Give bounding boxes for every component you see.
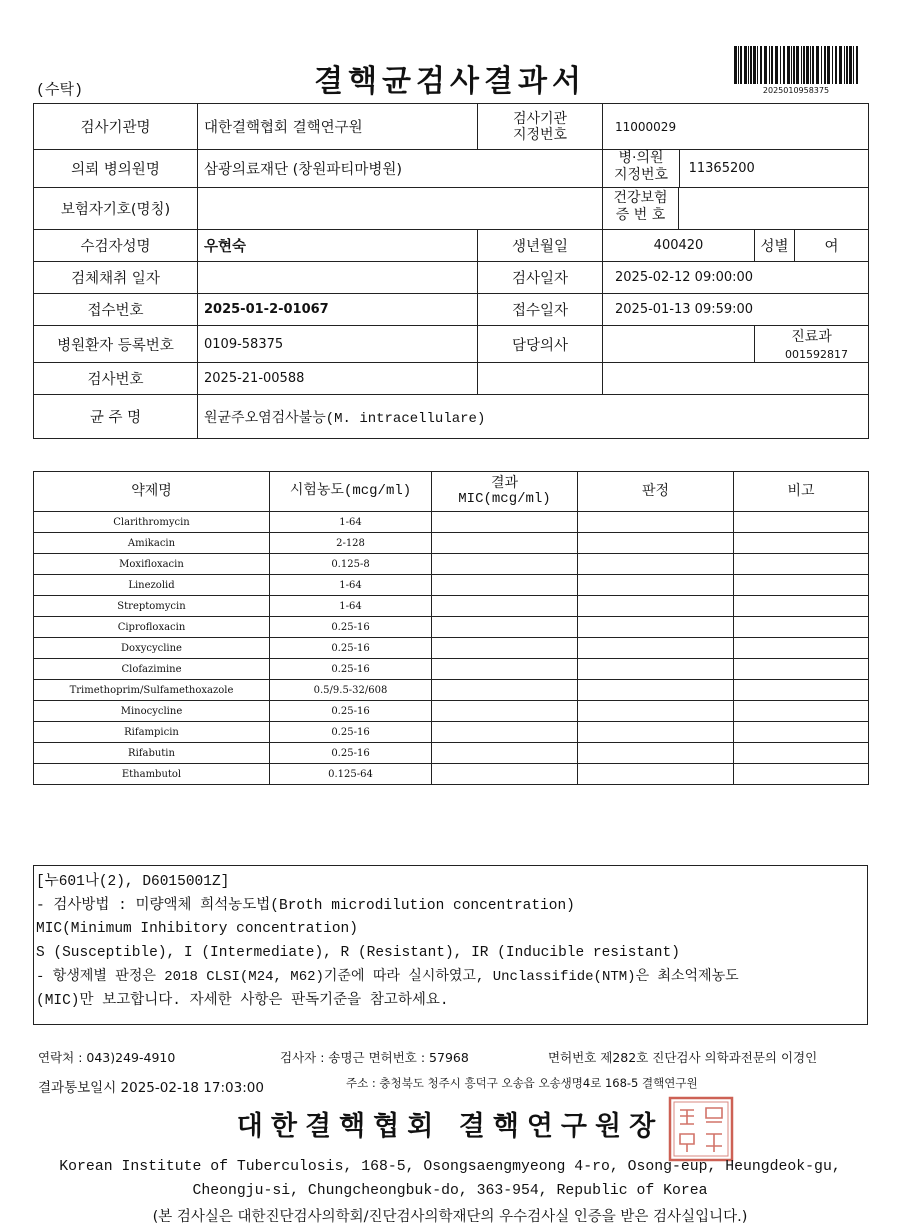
table-row xyxy=(34,617,869,638)
barcode-bar xyxy=(853,46,854,84)
institution-label: 검사기관명 xyxy=(34,104,198,150)
hospital-value: 삼광의료재단 (창원파티마병원) xyxy=(198,150,603,188)
interpretation xyxy=(578,722,734,743)
header-interpretation: 판정 xyxy=(578,472,734,512)
test-date-value: 2025-02-12 09:00:00 xyxy=(603,262,869,294)
mic-result xyxy=(432,638,578,659)
copy-mark: (수탁) xyxy=(36,82,83,99)
drug-name: Rifampicin xyxy=(34,722,270,743)
barcode-bar xyxy=(856,46,858,84)
received-label: 접수일자 xyxy=(478,294,603,326)
footer-examiner: 검사자 : 송명근 면허번호 : 57968 xyxy=(280,1050,469,1065)
test-range: 0.5/9.5-32/608 xyxy=(270,680,432,701)
test-range: 0.25-16 xyxy=(270,659,432,680)
hospital-label: 의뢰 병의원명 xyxy=(34,150,198,188)
barcode-bar xyxy=(810,46,811,84)
mic-result xyxy=(432,659,578,680)
footer-license: 면허번호 제282호 진단검사 의학과전문의 이경인 xyxy=(548,1050,818,1065)
header-concentration: 시험농도(mcg/ml) xyxy=(270,472,432,512)
barcode-bar xyxy=(738,46,739,84)
insurer-value xyxy=(198,188,603,230)
footer-address: 주소 : 충청북도 청주시 흥덕구 오송읍 오송생명4로 168-5 결핵연구원 xyxy=(346,1076,698,1090)
remark xyxy=(734,680,869,701)
patient-name-value: 우현숙 xyxy=(198,230,478,262)
drug-name: Clarithromycin xyxy=(34,512,270,533)
strain-value: 원균주오염검사불능(M. intracellulare) xyxy=(198,395,869,439)
sex-value: 여 xyxy=(795,230,869,262)
drug-rows xyxy=(34,512,869,785)
barcode-bar xyxy=(803,46,805,84)
birth-label: 생년월일 xyxy=(478,230,603,262)
header-remarks: 비고 xyxy=(734,472,869,512)
interpretation xyxy=(578,701,734,722)
table-row xyxy=(34,659,869,680)
header-result: 결과 MIC(mcg/ml) xyxy=(432,472,578,512)
barcode-bar xyxy=(750,46,752,84)
barcode-bar xyxy=(801,46,802,84)
table-row xyxy=(34,743,869,764)
mic-result xyxy=(432,680,578,701)
barcode-bar xyxy=(753,46,756,84)
hospital-code-value: 11365200 xyxy=(688,161,755,176)
test-range: 0.25-16 xyxy=(270,638,432,659)
interpretation xyxy=(578,596,734,617)
doctor-label: 담당의사 xyxy=(478,326,603,363)
drug-name: Rifabutin xyxy=(34,743,270,764)
table-row xyxy=(34,680,869,701)
barcode-bar xyxy=(806,46,809,84)
test-no-label: 검사번호 xyxy=(34,363,198,395)
notes-line-5: - 항생제별 판정은 2018 CLSI(M24, M62)기준에 따라 실시하였고, Unclassifide(NTM)은 최소억제농도 xyxy=(36,968,739,985)
strain-label: 균 주 명 xyxy=(34,395,198,439)
barcode-bar xyxy=(771,46,773,84)
footer-notified: 결과통보일시 2025-02-18 17:03:00 xyxy=(38,1080,264,1096)
institution-value: 대한결핵협회 결핵연구원 xyxy=(198,104,478,150)
barcode-bar xyxy=(844,46,845,84)
remark xyxy=(734,575,869,596)
interpretation xyxy=(578,554,734,575)
mic-result xyxy=(432,554,578,575)
header-drug: 약제명 xyxy=(34,472,270,512)
document-title: 결핵균검사결과서 xyxy=(314,64,586,99)
mic-result xyxy=(432,764,578,785)
test-range: 2-128 xyxy=(270,533,432,554)
table-row xyxy=(34,764,869,785)
collection-label: 검체채취 일자 xyxy=(34,262,198,294)
interpretation xyxy=(578,575,734,596)
interpretation xyxy=(578,533,734,554)
hospital-code-cell xyxy=(603,150,869,188)
mic-result xyxy=(432,533,578,554)
notes-line-3: MIC(Minimum Inhibitory concentration) xyxy=(36,921,358,938)
test-range: 0.125-8 xyxy=(270,554,432,575)
drug-name: Clofazimine xyxy=(34,659,270,680)
barcode-bar xyxy=(816,46,819,84)
mic-result xyxy=(432,743,578,764)
table-row xyxy=(34,701,869,722)
mic-result xyxy=(432,722,578,743)
barcode-bar xyxy=(793,46,795,84)
drug-name: Moxifloxacin xyxy=(34,554,270,575)
barcode-bar xyxy=(821,46,822,84)
collection-value xyxy=(198,262,478,294)
received-value: 2025-01-13 09:59:00 xyxy=(603,294,869,326)
barcode-bar xyxy=(760,46,762,84)
drug-name: Trimethoprim/Sulfamethoxazole xyxy=(34,680,270,701)
barcode xyxy=(732,46,860,84)
barcode-bar xyxy=(839,46,842,84)
patient-reg-value: 0109-58375 xyxy=(198,326,478,363)
english-address: Korean Institute of Tuberculosis, 168-5, Osongsaengmyeong 4-ro, Osong-eup, Heungdeok-gu, Cheongju-si, Chungcheongbuk-do, 363-954, Republic of Korea xyxy=(59,1159,841,1199)
barcode-bar xyxy=(849,46,852,84)
interpretation xyxy=(578,512,734,533)
interpretation xyxy=(578,617,734,638)
table-row xyxy=(34,575,869,596)
test-range: 0.25-16 xyxy=(270,701,432,722)
patient-reg-label: 병원환자 등록번호 xyxy=(34,326,198,363)
barcode-bar xyxy=(748,46,749,84)
interpretation xyxy=(578,764,734,785)
barcode-bar xyxy=(787,46,790,84)
institution-code-label: 검사기관 지정번호 xyxy=(478,104,603,150)
barcode-bar xyxy=(740,46,742,84)
interpretation xyxy=(578,638,734,659)
mic-result xyxy=(432,575,578,596)
barcode-bar xyxy=(734,46,737,84)
drug-name: Streptomycin xyxy=(34,596,270,617)
drug-name: Ethambutol xyxy=(34,764,270,785)
notes-box xyxy=(33,865,868,1025)
test-range: 0.25-16 xyxy=(270,722,432,743)
notes-line-4: S (Susceptible), I (Intermediate), R (Resistant), IR (Inducible resistant) xyxy=(36,945,680,962)
interpretation xyxy=(578,659,734,680)
remark xyxy=(734,701,869,722)
mic-result xyxy=(432,701,578,722)
barcode-bar xyxy=(812,46,814,84)
barcode-bar xyxy=(783,46,785,84)
test-no-value: 2025-21-00588 xyxy=(198,363,478,395)
notes-line-1: [누601나(2), D6015001Z] xyxy=(36,874,230,890)
table-row xyxy=(34,533,869,554)
test-range: 1-64 xyxy=(270,596,432,617)
institute-name: 대한결핵협회 결핵연구원장 xyxy=(236,1111,664,1142)
remark xyxy=(734,659,869,680)
table-row xyxy=(34,512,869,533)
remark xyxy=(734,512,869,533)
accession-label: 접수번호 xyxy=(34,294,198,326)
barcode-bar xyxy=(757,46,758,84)
test-range: 0.25-16 xyxy=(270,617,432,638)
barcode-bar xyxy=(769,46,770,84)
interpretation xyxy=(578,680,734,701)
remark xyxy=(734,638,869,659)
remark xyxy=(734,554,869,575)
notes-line-2: - 검사방법 : 미량액체 희석농도법(Broth microdilution concentration) xyxy=(36,897,575,914)
table-row xyxy=(34,638,869,659)
institution-code-value: 11000029 xyxy=(603,104,869,150)
barcode-bar xyxy=(775,46,778,84)
barcode-bar xyxy=(832,46,833,84)
test-range: 0.25-16 xyxy=(270,743,432,764)
drug-name: Linezolid xyxy=(34,575,270,596)
hospital-code-label: 병·의원 지정번호 xyxy=(603,150,680,187)
remark xyxy=(734,743,869,764)
accession-value: 2025-01-2-01067 xyxy=(198,294,478,326)
insurer-label: 보험자기호(명칭) xyxy=(34,188,198,230)
test-no-empty-cell xyxy=(478,363,603,395)
barcode-bar xyxy=(796,46,799,84)
footer-contact: 연락처 : 043)249-4910 xyxy=(38,1050,176,1065)
table-row xyxy=(34,722,869,743)
remark xyxy=(734,533,869,554)
birth-value: 400420 xyxy=(603,230,755,262)
table-row xyxy=(34,554,869,575)
remark xyxy=(734,764,869,785)
test-date-label: 검사일자 xyxy=(478,262,603,294)
mic-result xyxy=(432,596,578,617)
barcode-bar xyxy=(846,46,848,84)
drug-susceptibility-table xyxy=(33,471,869,785)
remark xyxy=(734,617,869,638)
barcode-bar xyxy=(780,46,781,84)
certification-note: (본 검사실은 대한진단검사의학회/진단검사의학재단의 우수검사실 인증을 받은 검사실입니다.) xyxy=(152,1209,748,1225)
barcode-bar xyxy=(835,46,837,84)
table-row xyxy=(34,596,869,617)
department-label: 진료과 xyxy=(791,329,832,345)
barcode-bar xyxy=(744,46,747,84)
interpretation xyxy=(578,743,734,764)
health-insurance-cell xyxy=(603,188,869,230)
drug-name: Ciprofloxacin xyxy=(34,617,270,638)
drug-name: Minocycline xyxy=(34,701,270,722)
patient-name-label: 수검자성명 xyxy=(34,230,198,262)
sex-label: 성별 xyxy=(755,230,795,262)
patient-info-table xyxy=(33,103,869,439)
drug-name: Amikacin xyxy=(34,533,270,554)
remark xyxy=(734,722,869,743)
test-range: 1-64 xyxy=(270,512,432,533)
barcode-bar xyxy=(791,46,792,84)
mic-result xyxy=(432,617,578,638)
barcode-bar xyxy=(764,46,767,84)
drug-name: Doxycycline xyxy=(34,638,270,659)
department-cell xyxy=(755,326,869,363)
doctor-value xyxy=(603,326,755,363)
health-insurance-label: 건강보험 증 번 호 xyxy=(603,188,679,229)
mic-result xyxy=(432,512,578,533)
barcode-number: 2025010958375 xyxy=(762,86,830,95)
test-range: 0.125-64 xyxy=(270,764,432,785)
test-range: 1-64 xyxy=(270,575,432,596)
notes-line-6: (MIC)만 보고합니다. 자세한 사항은 판독기준을 참고하세요. xyxy=(36,992,449,1009)
test-no-empty-cell-2 xyxy=(603,363,869,395)
department-value: 001592817 xyxy=(785,348,848,361)
remark xyxy=(734,596,869,617)
barcode-bar xyxy=(824,46,826,84)
barcode-bar xyxy=(827,46,830,84)
